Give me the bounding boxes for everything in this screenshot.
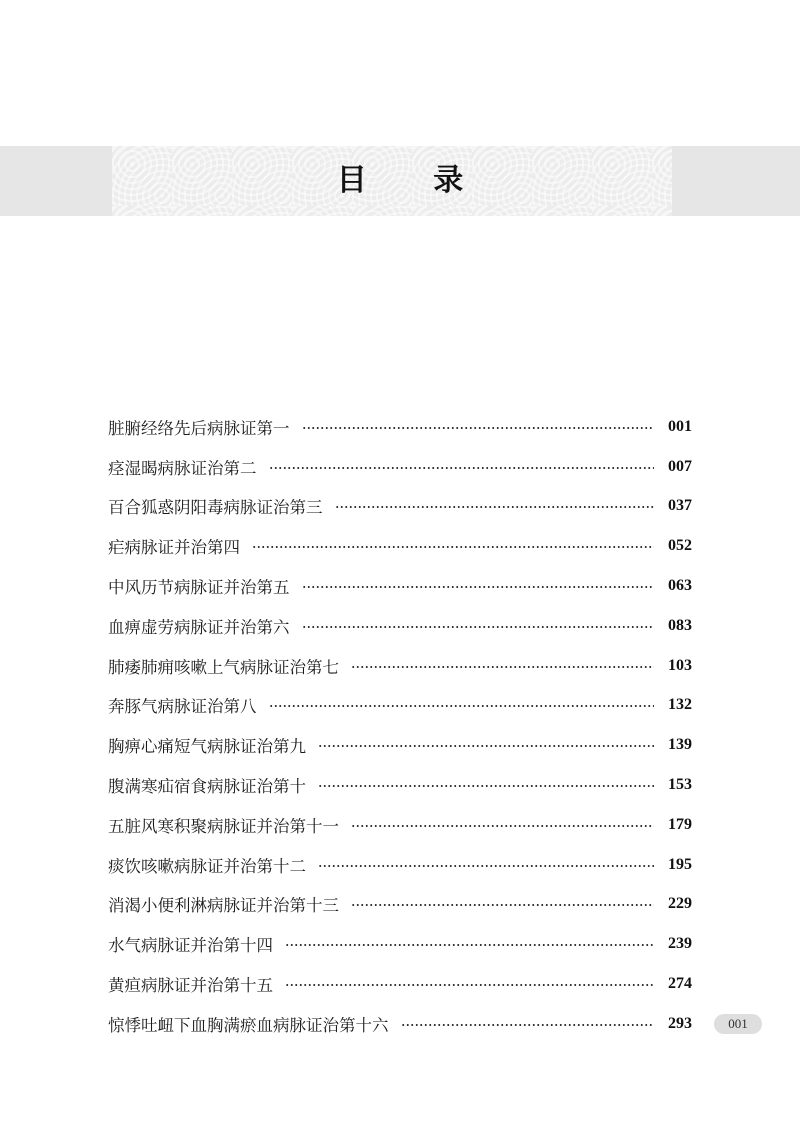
dot-leader xyxy=(335,506,655,508)
toc-entry-title: 奔豚气病脉证治第八 xyxy=(108,697,257,717)
toc-entry-title: 消渴小便利淋病脉证并治第十三 xyxy=(108,896,339,916)
toc-entry[interactable] xyxy=(108,407,692,447)
table-of-contents xyxy=(108,407,692,1044)
toc-entry-title: 腹满寒疝宿食病脉证治第十 xyxy=(108,777,306,797)
toc-entry[interactable] xyxy=(108,526,692,566)
toc-entry-page-number: 139 xyxy=(668,736,692,754)
toc-entry-page-number: 063 xyxy=(668,577,692,595)
title-band xyxy=(0,146,800,216)
toc-entry-title: 肺痿肺痈咳嗽上气病脉证治第七 xyxy=(108,657,339,677)
dot-leader xyxy=(269,467,655,469)
toc-entry-title: 脏腑经络先后病脉证第一 xyxy=(108,418,290,438)
toc-entry[interactable] xyxy=(108,885,692,925)
toc-entry[interactable] xyxy=(108,487,692,527)
toc-entry[interactable] xyxy=(108,924,692,964)
toc-entry[interactable] xyxy=(108,606,692,646)
toc-entry-page-number: 293 xyxy=(668,1014,692,1032)
toc-entry-title: 疟病脉证并治第四 xyxy=(108,538,240,558)
toc-entry-title: 胸痹心痛短气病脉证治第九 xyxy=(108,737,306,757)
dot-leader xyxy=(269,705,655,707)
toc-entry-page-number: 103 xyxy=(668,656,692,674)
toc-entry-title: 黄疸病脉证并治第十五 xyxy=(108,976,273,996)
page-title: 目 录 xyxy=(336,163,492,198)
toc-entry[interactable] xyxy=(108,964,692,1004)
toc-entry[interactable] xyxy=(108,845,692,885)
dot-leader xyxy=(351,825,654,827)
dot-leader xyxy=(351,904,654,906)
toc-entry[interactable] xyxy=(108,566,692,606)
toc-entry[interactable] xyxy=(108,725,692,765)
dot-leader xyxy=(351,666,654,668)
toc-entry-page-number: 052 xyxy=(668,537,692,555)
toc-entry-page-number: 037 xyxy=(668,497,692,515)
dot-leader xyxy=(302,626,655,628)
dot-leader xyxy=(285,984,654,986)
toc-entry-page-number: 274 xyxy=(668,975,692,993)
toc-entry-page-number: 239 xyxy=(668,935,692,953)
dot-leader xyxy=(302,586,655,588)
toc-entry-title: 惊悸吐衄下血胸满瘀血病脉证治第十六 xyxy=(108,1015,389,1035)
page-number-badge: 001 xyxy=(714,1014,762,1034)
toc-entry-page-number: 001 xyxy=(668,417,692,435)
toc-entry-title: 痉湿暍病脉证治第二 xyxy=(108,458,257,478)
dot-leader xyxy=(285,944,654,946)
toc-entry[interactable] xyxy=(108,805,692,845)
toc-entry-title: 痰饮咳嗽病脉证并治第十二 xyxy=(108,856,306,876)
dot-leader xyxy=(302,427,655,429)
toc-entry-title: 水气病脉证并治第十四 xyxy=(108,936,273,956)
toc-entry-page-number: 083 xyxy=(668,616,692,634)
toc-entry[interactable] xyxy=(108,686,692,726)
toc-entry-page-number: 132 xyxy=(668,696,692,714)
dot-leader xyxy=(401,1024,655,1026)
toc-entry-page-number: 007 xyxy=(668,457,692,475)
dot-leader xyxy=(318,745,654,747)
toc-entry[interactable] xyxy=(108,1004,692,1044)
dot-leader xyxy=(318,865,654,867)
toc-entry[interactable] xyxy=(108,646,692,686)
toc-entry-title: 五脏风寒积聚病脉证并治第十一 xyxy=(108,816,339,836)
toc-entry-title: 血痹虚劳病脉证并治第六 xyxy=(108,617,290,637)
toc-entry-page-number: 153 xyxy=(668,776,692,794)
toc-entry-title: 百合狐惑阴阳毒病脉证治第三 xyxy=(108,498,323,518)
toc-entry[interactable] xyxy=(108,447,692,487)
toc-entry-title: 中风历节病脉证并治第五 xyxy=(108,578,290,598)
toc-entry-page-number: 195 xyxy=(668,855,692,873)
toc-entry[interactable] xyxy=(108,765,692,805)
toc-entry-page-number: 179 xyxy=(668,815,692,833)
dot-leader xyxy=(318,785,654,787)
dot-leader xyxy=(252,546,654,548)
toc-entry-page-number: 229 xyxy=(668,895,692,913)
